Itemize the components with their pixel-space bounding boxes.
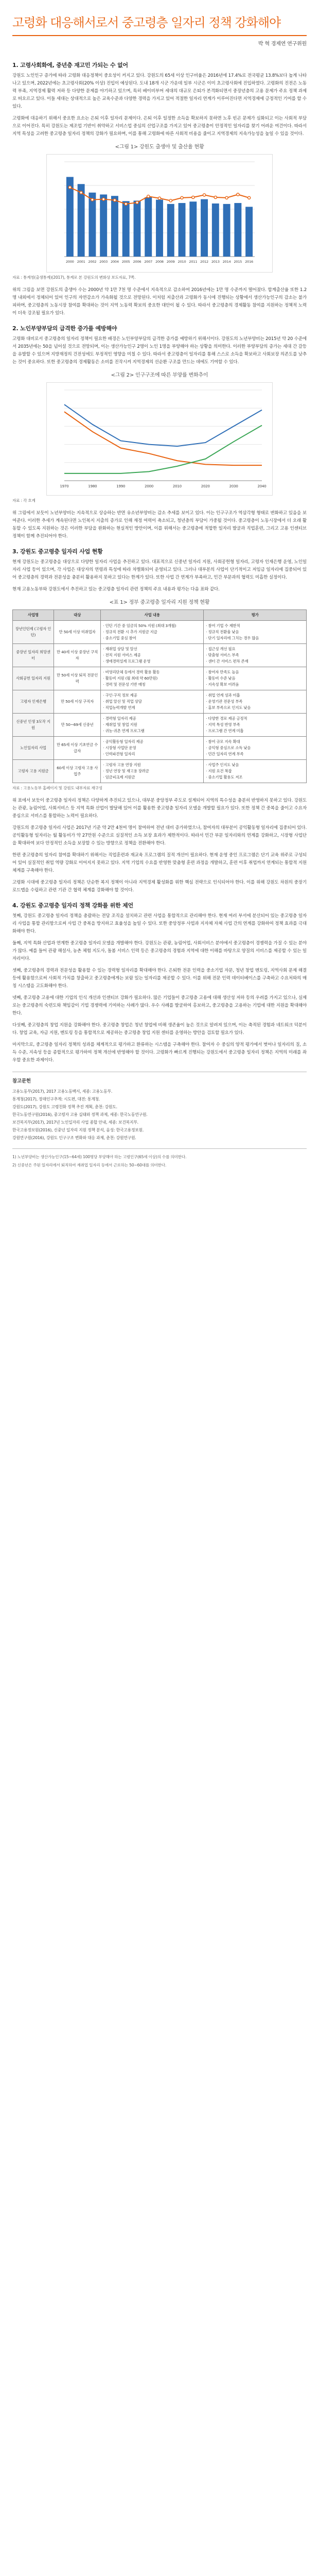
line-point bbox=[102, 198, 105, 200]
table-header-cell: 사업 내용 bbox=[101, 610, 204, 621]
x-tick-label: 2000 bbox=[66, 260, 74, 264]
section-1-paragraph-1: 강원도 노인인구 증가에 따라 고령화 대응정책이 중요성이 커지고 있다. 강원도의 65세 이상 인구비율은 2016년에 17.4%로 전국평균 13.8%보다 높게 나타나고 있으며, 2022년에는 초고령사회(20% 이상) 진입이 예상된다. 도내 18개 시군 가운데 일부 시군은 이미 초고령사회에 진입하였다. 고령화의 진전은 노동력 부족, 지역경제 활력 저하 등 다양한 문제를 야기하고 있으며, 특히 베이비부머 세대의 대규모 은퇴가 본격화되면서 중장년층의 고용 문제가 주요 정책 과제로 떠오르고 있다. 이들 세대는 상대적으로 높은 교육수준과 다양한 경력을 가지고 있어 적절한 일자리 연계가 이루어진다면 지역경제에 긍정적인 기여를 할 수 있다. bbox=[12, 73, 307, 109]
figure-2-chart bbox=[46, 382, 273, 496]
policy-target-cell: 만 50세 이상 퇴직 전문인력 bbox=[54, 667, 100, 690]
section-3-paragraph-4: 강원도의 중고령층 일자리 사업은 2017년 기준 약 2만 4천여 명이 참여하여 전년 대비 증가하였으나, 참여자의 대부분이 공익활동형 일자리에 집중되어 있다. 공익활동형 일자리는 월 활동비가 약 27만원 수준으로 실질적인 소득 보장 효과가 제한적이다. 따라서 민간 부문 일자리와의 연계를 강화하고, 시장형 사업단을 확대하여 보다 안정적인 소득을 보장할 수 있는 방향으로 정책을 전환해야 한다. bbox=[12, 825, 307, 846]
x-tick-label: 2002 bbox=[88, 260, 97, 264]
table-1-caption: <표 1> 정부 중고령층 일자리 지원 정책 현황 bbox=[109, 600, 210, 605]
line-point bbox=[214, 196, 217, 198]
table-row bbox=[13, 714, 307, 737]
line-point bbox=[147, 195, 150, 198]
policy-target-cell: 만 50세 이상 구직자 bbox=[54, 690, 100, 714]
references-title: 참고문헌 bbox=[12, 1078, 31, 1084]
policy-evaluation-cell: · 참여 기업 수 제한적 · 정규직 전환율 낮음 · 단기 일자리에 그치는 경우 많음 bbox=[204, 621, 307, 644]
line-point bbox=[181, 196, 183, 199]
x-tick-label: 2016 bbox=[245, 260, 253, 264]
references-list bbox=[12, 1088, 307, 1141]
reference-item: 통계청(2017), 장래인구추계: 시도편, 대전: 통계청. bbox=[12, 1097, 100, 1101]
section-2-paragraph-1: 고령화 대비로서 중고령층의 일자리 정책이 필요한 배경은 노인부양부담의 급격한 증가를 예방하기 위해서이다. 강원도의 노년부양비는 2015년 약 20 수준에서 2035년에는 50을 넘어설 것으로 전망되며, 이는 생산가능인구 2명이 노인 1명을 부양해야 하는 상황을 의미한다. 이러한 부양부담의 증가는 세대 간 갈등을 유발할 수 있으며 지방재정의 건전성에도 부정적인 영향을 미칠 수 있다. 따라서 중고령층이 일자리를 통해 스스로 소득을 확보하고 사회보장 의존도를 낮추는 것이 중요하다. 또한 중고령층의 경제활동은 소비를 진작시켜 지역경제의 선순환 구조를 만드는 데에도 기여할 수 있다. bbox=[12, 336, 307, 365]
x-tick-label: 2009 bbox=[166, 260, 175, 264]
table-body bbox=[13, 621, 307, 783]
section-3-paragraph-1: 현재 강원도는 중고령층을 대상으로 다양한 일자리 사업을 추진하고 있다. 대표적으로 신중년 일자리 지원, 사회공헌형 일자리, 고령자 인재은행 운영, 노인일자리 사업 등이 있으며, 각 사업은 대상자의 연령과 특성에 따라 차별화되어 운영되고 있다. 그러나 대부분의 사업이 단기적이고 저임금 일자리에 집중되어 있어 중고령층의 경력과 전문성을 충분히 활용하지 못하고 있다는 한계가 있다. 또한 사업 간 연계가 부족하고, 민간 부문과의 협력도 미흡한 실정이다. bbox=[12, 560, 307, 580]
bar bbox=[122, 201, 130, 257]
section-3-paragraph-3: 위 표에서 보듯이 중고령층 일자리 정책은 다양하게 추진되고 있으나, 대부분 중앙정부 주도로 설계되어 지역의 특수성을 충분히 반영하지 못하고 있다. 강원도는 관광, 농림어업, 사회서비스 등 지역 특화 산업이 발달해 있어 이를 활용한 중고령층 일자리 모델을 개발할 필요가 있다. 또한 정책 간 중복을 줄이고 수요자 중심으로 서비스를 통합하는 노력이 필요하다. bbox=[12, 798, 307, 819]
x-tick-label: 2005 bbox=[121, 260, 130, 264]
policy-content-cell: · 비영리단체 등에서 경력 활용 활동 · 활동비 지원 (월 최대 약 60만원) · 경력 및 전문성 기반 매칭 bbox=[101, 667, 204, 690]
title-block bbox=[12, 0, 307, 54]
policy-target-cell: 60세 이상 고령자 고용 사업주 bbox=[54, 760, 100, 783]
x-tick-label: 2007 bbox=[144, 260, 153, 264]
policy-content-cell: · 재취업 상담 및 알선 · 전직 지원 서비스 제공 · 생애경력설계 프로그램 운영 bbox=[101, 644, 204, 667]
title-rule bbox=[12, 35, 307, 36]
policy-evaluation-cell: · 사업주 인지도 낮음 · 지원 요건 복잡 · 중소기업 활용도 저조 bbox=[204, 760, 307, 783]
x-tick-label: 2004 bbox=[111, 260, 119, 264]
footnote-item: 2) 신중년은 주된 일자리에서 퇴직하여 재취업 일자리 등에서 근로하는 50~60대를 의미한다. bbox=[12, 1162, 167, 1167]
bar bbox=[167, 204, 174, 257]
divider bbox=[12, 1148, 307, 1149]
policy-target-cell: 만 40세 이상 중장년 구직자 bbox=[54, 644, 100, 667]
table-row bbox=[13, 760, 307, 783]
table-row bbox=[13, 667, 307, 690]
line-point bbox=[113, 199, 116, 201]
bar bbox=[78, 184, 85, 257]
section-4-paragraph-6: 마지막으로, 중고령층 일자리 정책의 성과를 체계적으로 평가하고 환류하는 시스템을 구축해야 한다. 참여자 수 중심의 양적 평가에서 벗어나 일자리의 질, 소득 수준, 지속성 등을 종합적으로 평가하여 정책 개선에 반영해야 할 것이다. 고령화가 빠르게 진행되는 강원도에서 중고령층 일자리 정책은 지역의 미래를 좌우할 중요한 과제이다. bbox=[12, 1042, 307, 1063]
x-tick-label: 2040 bbox=[257, 484, 267, 488]
x-tick-label: 2013 bbox=[211, 260, 220, 264]
line-point bbox=[125, 202, 127, 205]
line-point bbox=[80, 191, 82, 194]
bar bbox=[88, 193, 96, 257]
policy-content-cell: · 인턴 기간 중 임금의 50% 지원 (최대 3개월) · 정규직 전환 시 추가 지원금 지급 · 중소기업 중심 참여 bbox=[101, 621, 204, 644]
figure-1-caption: <그림 1> 강원도 출생아 및 출산율 현황 bbox=[115, 144, 204, 150]
line-point bbox=[158, 197, 161, 199]
x-tick-label: 1990 bbox=[116, 484, 126, 488]
x-tick-label: 2001 bbox=[77, 260, 85, 264]
section-1-paragraph-3: 위의 그림을 보면 강원도의 출생아 수는 2000년 약 1만 7천 명 수준에서 지속적으로 감소하여 2016년에는 1만 명 수준까지 떨어졌다. 합계출산율 또한 1.2명 내외에서 정체되어 있어 인구의 자연감소가 가속화될 것으로 전망된다. 이처럼 저출산과 고령화가 동시에 진행되는 상황에서 생산가능인구의 감소는 불가피하며, 중고령층의 노동시장 참여를 확대하는 것이 지역 노동력 확보의 중요한 대안이 될 수 있다. 따라서 중고령층의 경제활동 참여를 지원하는 정책적 노력이 더욱 강조될 필요가 있다. bbox=[12, 287, 307, 316]
policy-name-cell: 사회공헌 일자리 지원 bbox=[13, 667, 54, 690]
policy-evaluation-cell: · 다양한 경로 제공 긍정적 · 지역 특성 반영 부족 · 프로그램 간 연계 미흡 bbox=[204, 714, 307, 737]
line-point bbox=[169, 199, 172, 202]
policy-content-cell: · 구인·구직 정보 제공 · 취업 알선 및 직업 상담 · 직업능력개발 연계 bbox=[101, 690, 204, 714]
figure-2-caption: <그림 2> 인구구조에 따른 부양률 변화추이 bbox=[111, 372, 208, 378]
footnote-item: 1) 노년부양비는 생산가능인구(15~64세) 100명당 부양해야 하는 고령인구(65세 이상)의 수를 의미한다. bbox=[12, 1155, 187, 1159]
footnotes-list bbox=[12, 1154, 307, 1168]
bar bbox=[212, 204, 219, 257]
x-tick-label: 1970 bbox=[60, 484, 69, 488]
bar bbox=[189, 201, 197, 257]
x-tick-label: 2003 bbox=[99, 260, 108, 264]
line-point bbox=[68, 186, 71, 189]
policy-name-cell: 장년인턴제 (고령자 인턴) bbox=[13, 621, 54, 644]
figure-2-source: 자료 : 각 호계 bbox=[12, 498, 36, 503]
section-3-paragraph-6: 고령화 시대에 중고령층 일자리 정책은 단순한 복지 정책이 아니라 지역경제 활성화를 위한 핵심 전략으로 인식되어야 한다. 이를 위해 강원도 차원의 중장기 로드맵을 수립하고 관련 기관 간 협력 체계를 강화해야 할 것이다. bbox=[12, 880, 307, 893]
table-header-cell: 사업명 bbox=[13, 610, 54, 621]
reference-item: 보건복지부(2017), 2017년 노인일자리 사업 종합 안내, 세종: 보건복지부. bbox=[12, 1120, 138, 1125]
table-row bbox=[13, 737, 307, 760]
policy-content-cell: · 경력형 일자리 제공 · 재취업 및 창업 지원 · 귀농·귀촌 연계 프로그램 bbox=[101, 714, 204, 737]
x-tick-label: 2015 bbox=[234, 260, 242, 264]
figure-1-chart bbox=[46, 154, 273, 273]
reference-item: 한국고용정보원(2016), 신중년 일자리 지원 정책 분석, 음성: 한국고용정보원. bbox=[12, 1128, 144, 1132]
author-line: 박 혁 경제연 연구위원 bbox=[258, 41, 307, 47]
figure-2-svg bbox=[47, 383, 272, 495]
policy-evaluation-cell: · 참여자 만족도 높음 · 활동비 수준 낮음 · 지속성 확보 어려움 bbox=[204, 667, 307, 690]
policy-name-cell: 중장년 일자리 희망센터 bbox=[13, 644, 54, 667]
policy-content-cell: · 공익활동형 일자리 제공 · 시장형 사업단 운영 · 인력파견형 일자리 bbox=[101, 737, 204, 760]
section-2-heading: 2. 노인부양부담의 급격한 증가를 예방해야 bbox=[12, 325, 117, 332]
policy-name-cell: 고령자 고용 지원금 bbox=[13, 760, 54, 783]
table-row bbox=[13, 644, 307, 667]
section-4-paragraph-2: 둘째, 지역 특화 산업과 연계한 중고령층 일자리 모델을 개발해야 한다. 강원도는 관광, 농림어업, 사회서비스 분야에서 중고령층이 경쟁력을 가질 수 있는 분야가 많다. 예를 들어 관광 해설사, 농촌 체험 지도사, 돌봄 서비스 인력 등은 중고령층의 경험과 지역에 대한 이해를 바탕으로 양질의 서비스를 제공할 수 있는 일자리이다. bbox=[12, 941, 307, 961]
section-4-paragraph-4: 넷째, 중고령층 고용에 대한 기업의 인식 개선과 인센티브 강화가 필요하다. 많은 기업들이 중고령층 고용에 대해 생산성 저하 등의 우려를 가지고 있으나, 실제로는 중고령층의 숙련도와 책임감이 기업 경쟁력에 기여하는 사례가 많다. 우수 사례를 발굴하여 홍보하고, 중고령층을 고용하는 기업에 대한 지원을 확대해야 한다. bbox=[12, 995, 307, 1016]
bar bbox=[111, 196, 118, 257]
series-line bbox=[64, 404, 262, 446]
policy-name-cell: 노인일자리 사업 bbox=[13, 737, 54, 760]
section-2-paragraph-2: 위 그림에서 보듯이 노년부양비는 지속적으로 상승하는 반면 유소년부양비는 감소 추세를 보이고 있다. 이는 인구구조가 역삼각형 형태로 변화하고 있음을 보여준다. 이러한 추세가 계속된다면 노인복지 지출의 증가로 인해 재정 여력이 축소되고, 청년층의 부담이 가중될 것이다. 중고령층이 노동시장에서 더 오래 활동할 수 있도록 지원하는 것은 이러한 부담을 완화하는 현실적인 방안이며, 이를 위해서는 중고령층에 적합한 일자리 발굴과 직업훈련, 그리고 고용 인센티브 정책이 함께 추진되어야 한다. bbox=[12, 511, 307, 539]
x-tick-label: 2014 bbox=[222, 260, 231, 264]
bar bbox=[179, 203, 186, 257]
policy-name-cell: 신중년 인생 3모작 지원 bbox=[13, 714, 54, 737]
section-3-heading: 3. 강원도 중고령층 일자리 사업 현황 bbox=[12, 548, 103, 555]
policy-content-cell: · 고령자 고용 연장 지원 · 정년 연장 및 재고용 장려금 · 임금피크제 지원금 bbox=[101, 760, 204, 783]
figure-1-svg bbox=[47, 155, 272, 272]
bar bbox=[145, 197, 152, 257]
x-tick-label: 2006 bbox=[133, 260, 141, 264]
line-point bbox=[192, 196, 194, 198]
section-4-paragraph-3: 셋째, 중고령층의 경력과 전문성을 활용할 수 있는 경력형 일자리를 확대해야 한다. 은퇴한 전문 인력을 중소기업 자문, 청년 창업 멘토링, 지역사회 문제 해결 등에 활용함으로써 사회적 가치를 창출하고 중고령층에게는 보람 있는 일자리를 제공할 수 있다. 이를 위해 전문 인력 데이터베이스를 구축하고 수요처와의 매칭 시스템을 고도화해야 한다. bbox=[12, 968, 307, 989]
section-1-heading: 1. 고령사회화에, 중년층 재고민 가되는 수 없어 bbox=[12, 62, 128, 69]
table-1-source: 자료 : 고용노동부 홈페이지 및 강원도 내부자료 재구성 bbox=[12, 786, 102, 790]
section-4-heading: 4. 강원도 중고령층 일자리 정책 강화를 위한 제언 bbox=[12, 902, 133, 909]
page-title: 고령화 대응해서로서 중고령층 일자리 정책 강화해야 bbox=[12, 15, 281, 30]
bar bbox=[100, 194, 107, 257]
table-header-row bbox=[13, 610, 307, 621]
x-tick-label: 2020 bbox=[201, 484, 210, 488]
line-point bbox=[203, 194, 205, 196]
x-tick-label: 2010 bbox=[172, 484, 182, 488]
policy-table bbox=[12, 609, 307, 783]
line-point bbox=[136, 201, 138, 204]
series-line bbox=[64, 412, 262, 465]
policy-target-cell: 만 50~69세 신중년 bbox=[54, 714, 100, 737]
x-tick-label: 1980 bbox=[88, 484, 97, 488]
policy-name-cell: 고령자 인재은행 bbox=[13, 690, 54, 714]
x-tick-label: 2011 bbox=[189, 260, 198, 264]
line-point bbox=[248, 196, 251, 199]
policy-evaluation-cell: · 취업 연계 성과 미흡 · 운영기관 전문성 부족 · 홍보 부족으로 인지도 낮음 bbox=[204, 690, 307, 714]
x-tick-label: 2000 bbox=[145, 484, 154, 488]
section-3-paragraph-5: 한편 중고령층의 일자리 참여를 확대하기 위해서는 직업훈련과 재교육 프로그램의 질적 개선이 필요하다. 현재 운영 중인 프로그램은 단기 교육 위주로 구성되어 있어 실질적인 취업 역량 강화로 이어지지 못하고 있다. 지역 기업의 수요를 반영한 맞춤형 훈련 과정을 개발하고, 훈련 이후 취업까지 연계되는 통합적 지원 체계를 구축해야 한다. bbox=[12, 853, 307, 873]
section-4-paragraph-1: 첫째, 강원도 중고령층 일자리 정책을 총괄하는 전담 조직을 설치하고 관련 사업을 통합적으로 관리해야 한다. 현재 여러 부서에 분산되어 있는 중고령층 일자리 사업을 통합 관리함으로써 사업 간 중복을 방지하고 효율성을 높일 수 있다. 또한 중앙정부 사업과 지자체 자체 사업 간의 연계를 강화하여 정책 효과를 극대화해야 한다. bbox=[12, 913, 307, 934]
section-4-paragraph-5: 다섯째, 중고령층의 창업 지원을 강화해야 한다. 중고령층 창업은 청년 창업에 비해 생존율이 높은 것으로 알려져 있으며, 이는 축적된 경험과 네트워크 덕분이다. 창업 교육, 자금 지원, 멘토링 등을 통합적으로 제공하는 중고령층 창업 지원 센터를 운영하는 방안을 검토할 필요가 있다. bbox=[12, 1023, 307, 1036]
x-tick-label: 2010 bbox=[178, 260, 186, 264]
line-point bbox=[237, 193, 239, 196]
bar bbox=[245, 207, 253, 257]
x-tick-label: 2030 bbox=[229, 484, 238, 488]
reference-item: 강원도(2017), 강원도 고령친화 정책 추진 계획, 춘천: 강원도. bbox=[12, 1105, 117, 1109]
policy-target-cell: 만 65세 이상 기초연금 수급자 bbox=[54, 737, 100, 760]
policy-evaluation-cell: · 참여 규모 지속 확대 · 공익형 중심으로 소득 낮음 · 민간 일자리 연계 부족 bbox=[204, 737, 307, 760]
figure-1-source: 자료 : 통계청(출생통계)(2017), 통계로 본 강원도의 변화상 보도자료, 7쪽. bbox=[12, 275, 136, 280]
x-tick-label: 2012 bbox=[200, 260, 208, 264]
reference-item: 강원연구원(2016), 강원도 인구구조 변화와 대응 과제, 춘천: 강원연구원. bbox=[12, 1136, 136, 1140]
section-1-paragraph-2: 고령화에 대응하기 위해서 중요한 요소는 은퇴 이후 일자리 문제이다. 은퇴 이후 일정한 소득을 확보하지 못하면 노후 빈곤 문제가 심화되고 이는 사회적 부담으로 이어진다. 특히 강원도는 제조업 기반이 취약하고 서비스업 중심의 산업구조를 가지고 있어 중고령층이 안정적인 일자리를 찾기 어려운 여건이다. 따라서 지역 특성을 고려한 중고령층 일자리 정책의 강화가 필요하며, 이를 통해 고령화에 따른 사회적 비용을 줄이고 지역경제의 지속가능성을 높일 수 있을 것이다. bbox=[12, 116, 307, 137]
x-tick-label: 2008 bbox=[155, 260, 164, 264]
bar bbox=[156, 200, 163, 257]
reference-item: 한국노동연구원(2016), 중고령자 고용 실태와 정책 과제, 세종: 한국노동연구원. bbox=[12, 1112, 148, 1117]
reference-item: 고용노동부(2017), 2017 고용노동백서, 세종: 고용노동부. bbox=[12, 1089, 113, 1094]
section-3-paragraph-2: 현재 고용노동부와 강원도에서 추진하고 있는 중고령층 일자리 관련 정책의 주요 내용과 평가는 다음 표와 같다. bbox=[12, 587, 220, 592]
line-point bbox=[225, 196, 228, 199]
bar bbox=[201, 199, 208, 257]
bar bbox=[223, 204, 231, 257]
table-header-cell: 평가 bbox=[204, 610, 307, 621]
table-header-cell: 대상 bbox=[54, 610, 100, 621]
bar bbox=[134, 200, 141, 257]
bar bbox=[234, 203, 241, 257]
table-row bbox=[13, 690, 307, 714]
table-row bbox=[13, 621, 307, 644]
line-point bbox=[91, 198, 94, 201]
policy-evaluation-cell: · 접근성 개선 필요 · 맞춤형 서비스 부족 · 센터 간 서비스 편차 존재 bbox=[204, 644, 307, 667]
policy-target-cell: 만 50세 이상 미취업자 bbox=[54, 621, 100, 644]
